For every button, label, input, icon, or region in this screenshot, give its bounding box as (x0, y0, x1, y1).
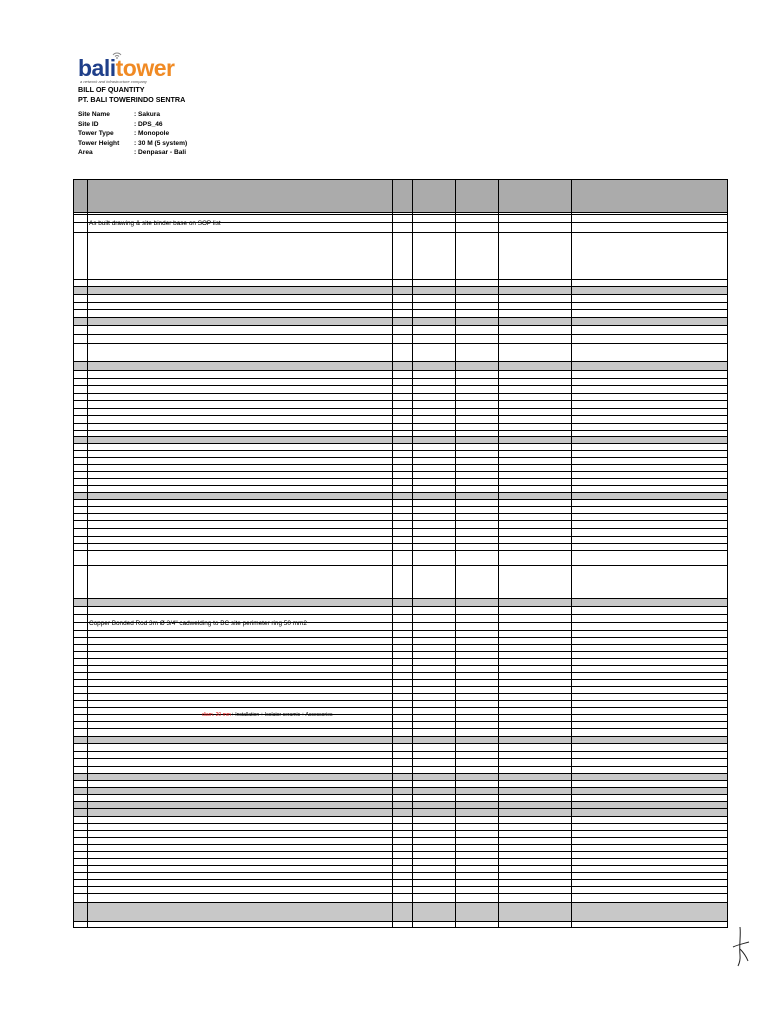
row-divider (74, 794, 727, 795)
section-row (74, 492, 727, 499)
row-divider (74, 506, 727, 507)
company-logo (78, 50, 188, 86)
row-divider (74, 214, 727, 215)
column-divider (87, 180, 88, 927)
section-row (74, 809, 727, 816)
row-divider (74, 334, 727, 335)
row-divider (74, 672, 727, 673)
row-divider (74, 430, 727, 431)
row-divider (74, 707, 727, 708)
row-divider (74, 598, 727, 599)
row-divider (74, 550, 727, 551)
row-divider (74, 471, 727, 472)
row-divider (74, 679, 727, 680)
row-divider (74, 728, 727, 729)
row-divider (74, 361, 727, 362)
section-row (74, 436, 727, 443)
site-info-label: Site ID (78, 120, 99, 128)
row-divider (74, 801, 727, 802)
row-divider (74, 408, 727, 409)
row-divider (74, 492, 727, 493)
column-divider (412, 180, 413, 927)
row-divider (74, 302, 727, 303)
item-description: As built drawing & site binder base on SOP list (89, 220, 221, 227)
site-info-label: Site Name (78, 111, 110, 118)
row-divider (74, 658, 727, 659)
row-divider (74, 886, 727, 887)
row-divider (74, 457, 727, 458)
row-divider (74, 700, 727, 701)
item-description (202, 711, 332, 719)
row-divider (74, 780, 727, 781)
row-divider (74, 325, 727, 326)
section-row (74, 286, 727, 294)
row-divider (74, 721, 727, 722)
row-divider (74, 513, 727, 514)
site-info-row (78, 148, 187, 158)
row-divider (74, 893, 727, 894)
section-row (74, 902, 727, 921)
row-divider (74, 693, 727, 694)
row-divider (74, 378, 727, 379)
site-info-value: : Sakura (134, 111, 161, 118)
row-divider (74, 872, 727, 873)
section-row (74, 598, 727, 606)
site-info-row (78, 110, 187, 120)
site-info-row (78, 139, 187, 149)
row-divider (74, 543, 727, 544)
row-divider (74, 606, 727, 607)
document-title: BILL OF QUANTITY (78, 85, 145, 94)
row-divider (74, 499, 727, 500)
row-divider (74, 232, 727, 233)
row-divider (74, 443, 727, 444)
row-divider (74, 714, 727, 715)
row-divider (74, 400, 727, 401)
row-divider (74, 343, 727, 344)
section-row (74, 361, 727, 370)
item-spec-highlight: diam. 20 mm (202, 712, 231, 718)
logo-tower: tower (115, 55, 175, 81)
row-divider (74, 751, 727, 752)
row-divider (74, 478, 727, 479)
row-divider (74, 823, 727, 824)
signature-mark (730, 925, 752, 967)
row-divider (74, 773, 727, 774)
row-divider (74, 630, 727, 631)
row-divider (74, 485, 727, 486)
column-divider (392, 180, 393, 927)
site-info-value: : Monopole (134, 130, 170, 138)
row-divider (74, 736, 727, 737)
row-divider (74, 317, 727, 318)
row-divider (74, 464, 727, 465)
row-divider (74, 921, 727, 922)
item-spec: + Installation + Isolator ceramic + Accessories (230, 712, 333, 718)
row-divider (74, 743, 727, 744)
row-divider (74, 450, 727, 451)
row-divider (74, 520, 727, 521)
section-row (74, 317, 727, 325)
row-divider (74, 758, 727, 759)
row-divider (74, 816, 727, 817)
row-divider (74, 309, 727, 310)
row-divider (74, 279, 727, 280)
logo-tagline: a network and infrastructure company (80, 79, 147, 84)
site-info-row (78, 129, 187, 139)
row-divider (74, 385, 727, 386)
row-divider (74, 851, 727, 852)
section-row (74, 787, 727, 794)
site-info-value: : Denpasar - Bali (134, 149, 187, 157)
row-divider (74, 665, 727, 666)
row-divider (74, 844, 727, 845)
column-divider (498, 180, 499, 927)
company-name: PT. BALI TOWERINDO SENTRA (78, 95, 186, 104)
row-divider (74, 808, 727, 809)
section-row (74, 773, 727, 780)
boq-table (73, 179, 728, 928)
column-divider (455, 180, 456, 927)
site-info-label: Tower Height (78, 139, 120, 147)
table-header-bar (74, 180, 727, 213)
site-info-value: : 30 M (5 system) (134, 139, 188, 147)
row-divider (74, 637, 727, 638)
site-info-label: Area (78, 149, 93, 157)
logo-bali: bali (78, 55, 116, 81)
row-divider (74, 651, 727, 652)
row-divider (74, 436, 727, 437)
row-divider (74, 858, 727, 859)
row-divider (74, 830, 727, 831)
row-divider (74, 286, 727, 287)
section-row (74, 801, 727, 808)
item-description: Copper Bonded Rod 3m Ø 3/4" cadwelding to BC site perimeter ring 50 mm2 (89, 620, 307, 627)
logo-wordmark (78, 56, 174, 80)
column-divider (571, 180, 572, 927)
section-row (74, 736, 727, 743)
row-divider (74, 565, 727, 566)
row-divider (74, 370, 727, 371)
row-divider (74, 879, 727, 880)
site-info-row (78, 120, 187, 130)
site-info-value: : DPS_46 (134, 120, 163, 128)
row-divider (74, 766, 727, 767)
row-divider (74, 423, 727, 424)
row-divider (74, 415, 727, 416)
row-divider (74, 686, 727, 687)
row-divider (74, 294, 727, 295)
row-divider (74, 536, 727, 537)
row-divider (74, 865, 727, 866)
row-divider (74, 787, 727, 788)
site-info-label: Tower Type (78, 130, 114, 138)
site-info (78, 110, 187, 158)
row-divider (74, 393, 727, 394)
row-divider (74, 528, 727, 529)
row-divider (74, 837, 727, 838)
row-divider (74, 614, 727, 615)
row-divider (74, 644, 727, 645)
row-divider (74, 902, 727, 903)
